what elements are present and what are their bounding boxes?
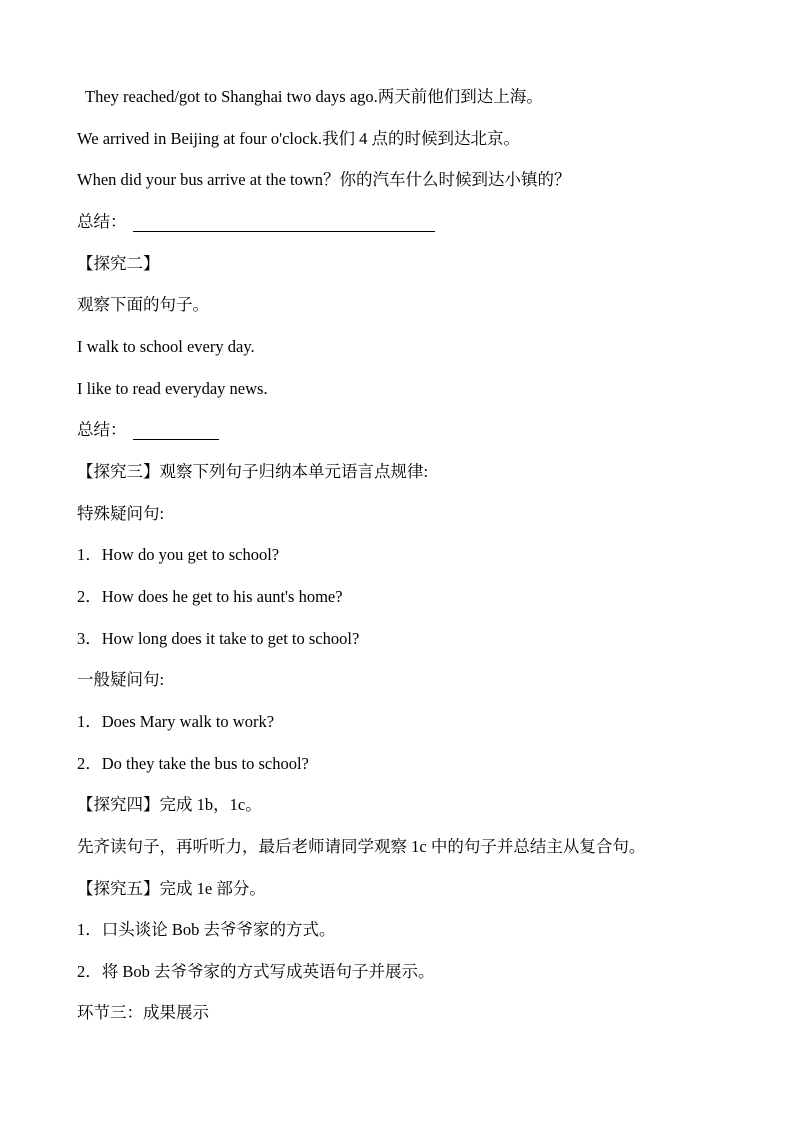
example-sentence-bus: When did your bus arrive at the town？你的汽车什么时候到达小镇的？ <box>77 170 571 189</box>
label-yes-no-questions: 一般疑问句: <box>77 670 165 689</box>
summary-label: 总结： <box>77 420 127 439</box>
instruction-explore-4: 先齐读句子，再听听力，最后老师请同学观察 1c 中的句子并总结主从复合句。 <box>77 837 646 856</box>
summary-line-1 <box>77 212 435 232</box>
summary-line-2 <box>77 420 219 440</box>
list-item: 2．How does he get to his aunt's home? <box>77 587 343 606</box>
label-wh-questions: 特殊疑问句: <box>77 504 165 523</box>
summary-label: 总结： <box>77 212 127 231</box>
list-item: 1．口头谈论 Bob 去爷爷家的方式。 <box>77 920 336 939</box>
list-item: 3．How long does it take to get to school? <box>77 629 360 648</box>
example-sentence-read: I like to read everyday news. <box>77 379 268 398</box>
section-heading-explore-4: 【探究四】完成 1b，1c。 <box>77 795 262 814</box>
section-heading-explore-5: 【探究五】完成 1e 部分。 <box>77 879 266 898</box>
instruction-observe: 观察下面的句子。 <box>77 295 209 314</box>
example-sentence-arrived: We arrived in Beijing at four o'clock.我们 4 点的时候到达北京。 <box>77 129 520 148</box>
section-heading-explore-2: 【探究二】 <box>77 254 160 273</box>
section-heading-explore-3: 【探究三】观察下列句子归纳本单元语言点规律: <box>77 462 429 481</box>
summary-blank <box>133 215 435 232</box>
list-item: 2．Do they take the bus to school? <box>77 754 309 773</box>
example-sentence-reached: They reached/got to Shanghai two days ago.两天前他们到达上海。 <box>85 87 543 106</box>
summary-blank <box>133 423 219 440</box>
list-item: 1．Does Mary walk to work? <box>77 712 275 731</box>
example-sentence-walk: I walk to school every day. <box>77 337 255 356</box>
list-item: 1．How do you get to school? <box>77 545 280 564</box>
section-heading-stage-3: 环节三：成果展示 <box>77 1003 209 1022</box>
list-item: 2．将 Bob 去爷爷家的方式写成英语句子并展示。 <box>77 962 435 981</box>
